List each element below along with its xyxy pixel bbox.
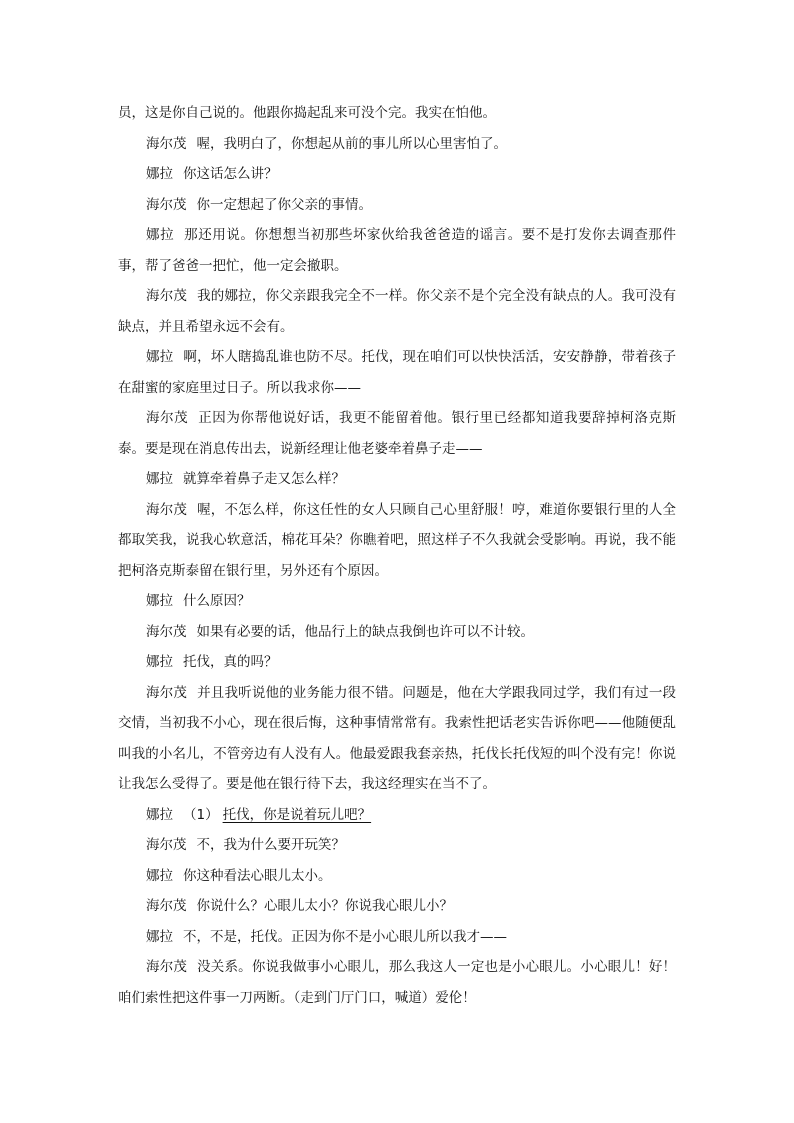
line-text: 就算牵着鼻子走又怎么样？	[183, 471, 345, 487]
dialogue-text-block	[118, 98, 676, 1013]
line-text: 你这种看法心眼儿太小。	[183, 867, 332, 884]
dialogue-line	[118, 495, 676, 587]
speaker-name: 娜拉	[146, 867, 173, 884]
dialogue-line	[118, 464, 676, 495]
speaker-name: 娜拉	[146, 166, 173, 182]
line-text: 我的娜拉，你父亲跟我完全不一样。你父亲不是个完全没有缺点的人。我可没有缺点，并且希望永远不会有。	[118, 288, 677, 335]
speaker-name: 娜拉	[146, 928, 173, 945]
line-text: 你说什么？心眼儿太小？你说我心眼儿小？	[196, 898, 453, 914]
line-text: 正因为你帮他说好话，我更不能留着他。银行里已经都知道我要辞掉柯洛克斯泰。要是现在消息传出去，说新经理让他老婆牵着鼻子走——	[118, 410, 677, 457]
line-text: 喔，我明白了，你想起从前的事儿所以心里害怕了。	[196, 135, 507, 152]
dialogue-line	[118, 190, 676, 221]
speaker-name: 海尔茂	[146, 623, 187, 640]
underlined-line-text: 托伐，你是说着玩儿吧？	[222, 806, 372, 823]
line-text: 并且我听说他的业务能力很不错。问题是，他在大学跟我同过学，我们有过一段交情，当初我不小心，现在很后悔，这种事情常常有。我索性把话老实告诉你吧——他随便乱叫我的小名儿，不管旁边有人没有人。他最爱跟我套亲热，托伐长托伐短的叫个没有完！你说让我怎么受得了。要是他在银行待下去，我这经理实在当不了。	[118, 684, 677, 792]
line-text: 没关系。你说我做事小心眼儿，那么我这人一定也是小心眼儿。小心眼儿！好！咱们索性把这件事一刀两断。（走到门厅门口，喊道）爱伦！	[118, 959, 677, 1006]
dialogue-line	[118, 586, 676, 617]
speaker-name: 娜拉	[146, 471, 173, 487]
line-text: 托伐，真的吗？	[183, 654, 278, 670]
line-text: 你一定想起了你父亲的事情。	[196, 196, 372, 213]
dialogue-line-continuation	[118, 98, 676, 129]
speaker-name: 娜拉	[146, 593, 173, 609]
line-text: 那还用说。你想想当初那些坏家伙给我爸爸造的谣言。要不是打发你去调查那件事，帮了爸爸一把忙，他一定会撤职。	[118, 227, 677, 274]
dialogue-line	[118, 159, 676, 190]
dialogue-line	[118, 891, 676, 922]
line-text: 喔，不怎么样，你这任性的女人只顾自己心里舒服！哼，难道你要银行里的人全都取笑我，说我心软意活，棉花耳朵？你瞧着吧，照这样子不久我就会受影响。再说，我不能把柯洛克斯泰留在银行里，另外还有个原因。	[118, 501, 677, 579]
dialogue-line-question-1	[118, 800, 676, 831]
speaker-name: 海尔茂	[146, 410, 189, 426]
dialogue-line	[118, 952, 676, 1013]
speaker-name: 海尔茂	[146, 837, 187, 853]
dialogue-line	[118, 129, 676, 160]
dialogue-line	[118, 403, 676, 464]
line-text: 如果有必要的话，他品行上的缺点我倒也许可以不计较。	[196, 623, 534, 640]
speaker-name: 娜拉	[146, 227, 175, 243]
line-text: 什么原因？	[183, 593, 251, 609]
speaker-name: 海尔茂	[146, 501, 188, 518]
dialogue-line	[118, 647, 676, 678]
speaker-name: 娜拉	[146, 349, 174, 365]
dialogue-line	[118, 861, 676, 892]
speaker-name: 娜拉	[146, 654, 173, 670]
speaker-name: 海尔茂	[146, 684, 188, 701]
line-text: 员，这是你自己说的。他跟你捣起乱来可没个完。我实在怕他。	[118, 105, 496, 121]
speaker-name: 娜拉	[146, 806, 173, 823]
dialogue-line	[118, 830, 676, 861]
speaker-name: 海尔茂	[146, 288, 188, 304]
speaker-name: 海尔茂	[146, 196, 187, 213]
line-text: 不，不是，托伐。正因为你不是小心眼儿所以我才——	[183, 928, 507, 945]
line-text: 不，我为什么要开玩笑？	[196, 837, 345, 853]
question-number: （1）	[183, 806, 219, 823]
line-text: 啊，坏人瞎捣乱谁也防不尽。托伐，现在咱们可以快快活活，安安静静，带着孩子在甜蜜的家庭里过日子。所以我求你——	[118, 349, 677, 396]
dialogue-line	[118, 220, 676, 281]
line-text: 你这话怎么讲？	[183, 166, 278, 182]
speaker-name: 海尔茂	[146, 959, 188, 975]
speaker-name: 海尔茂	[146, 898, 187, 914]
dialogue-line	[118, 617, 676, 648]
dialogue-line	[118, 281, 676, 342]
dialogue-line	[118, 922, 676, 953]
speaker-name: 海尔茂	[146, 135, 187, 152]
dialogue-line	[118, 678, 676, 800]
dialogue-line	[118, 342, 676, 403]
